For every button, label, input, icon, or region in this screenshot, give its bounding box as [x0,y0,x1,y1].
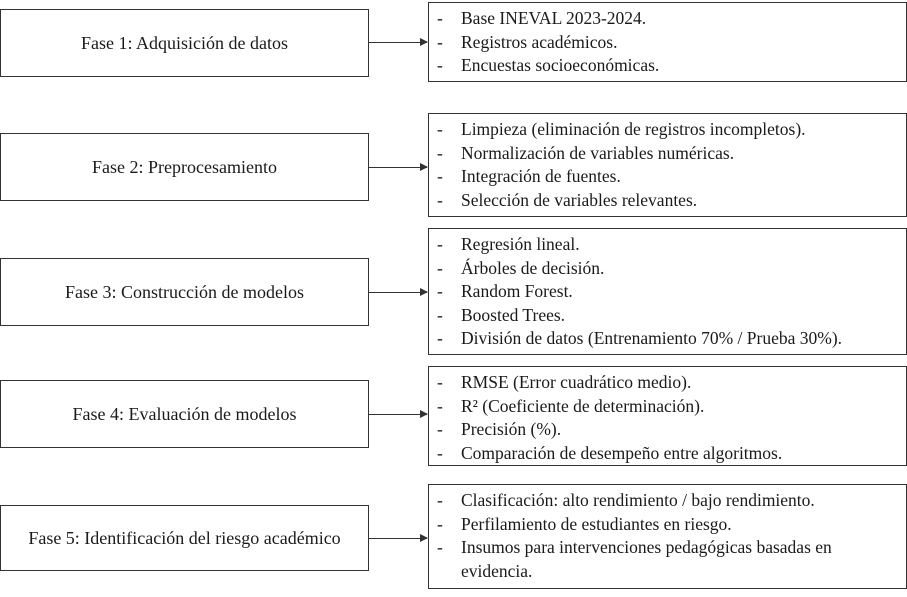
list-item: - Registros académicos. [437,31,618,52]
phase-1-arrow [369,42,427,43]
phase-5-details [428,484,907,589]
phase-3-label: Fase 3: Construcción de modelos [65,281,304,302]
phase-2-label: Fase 2: Preprocesamiento [92,156,277,177]
list-item: - Integración de fuentes. [437,166,621,186]
phase-2-arrow [369,167,427,168]
phase-4-arrow [369,414,427,415]
list-item: - Limpieza (eliminación de registros incompletos). [437,119,806,139]
list-item: - Insumos para intervenciones pedagógicas basadas en evidencia. [437,537,832,581]
phase-4-details [428,366,907,466]
list-item: - RMSE (Error cuadrático medio). [437,372,692,392]
list-item: - Clasificación: alto rendimiento / bajo rendimiento. [437,490,815,510]
phase-1-label: Fase 1: Adquisición de datos [81,32,288,53]
phase-2-box [0,133,369,201]
list-item: - Perfilamiento de estudiantes en riesgo. [437,513,732,534]
phase-5-box [0,505,369,571]
list-item: - Árboles de decisión. [437,257,605,278]
phase-3-arrow [369,292,427,293]
list-item: - Base INEVAL 2023-2024. [437,8,647,28]
list-item: - División de datos (Entrenamiento 70% / Prueba 30%). [437,328,843,348]
list-item: - Selección de variables relevantes. [437,189,698,210]
phase-4-label: Fase 4: Evaluación de modelos [72,403,297,424]
phase-5-label: Fase 5: Identificación del riesgo académico [28,527,341,548]
list-item: - Precisión (%). [437,419,562,439]
list-item: - Boosted Trees. [437,304,566,325]
phase-1-box [0,9,369,77]
list-item: - Regresión lineal. [437,234,580,254]
list-item: - Normalización de variables numéricas. [437,142,735,163]
phase-1-details [428,2,907,82]
phase-3-details [428,228,907,355]
phase-2-details [428,113,907,217]
phase-4-box [0,380,369,448]
list-item: - Encuestas socioeconómicas. [437,55,660,75]
list-item: - R² (Coeficiente de determinación). [437,395,705,416]
phase-3-box [0,258,369,326]
list-item: - Random Forest. [437,281,573,301]
list-item: - Comparación de desempeño entre algoritmos. [437,442,783,463]
phase-5-arrow [369,538,427,539]
